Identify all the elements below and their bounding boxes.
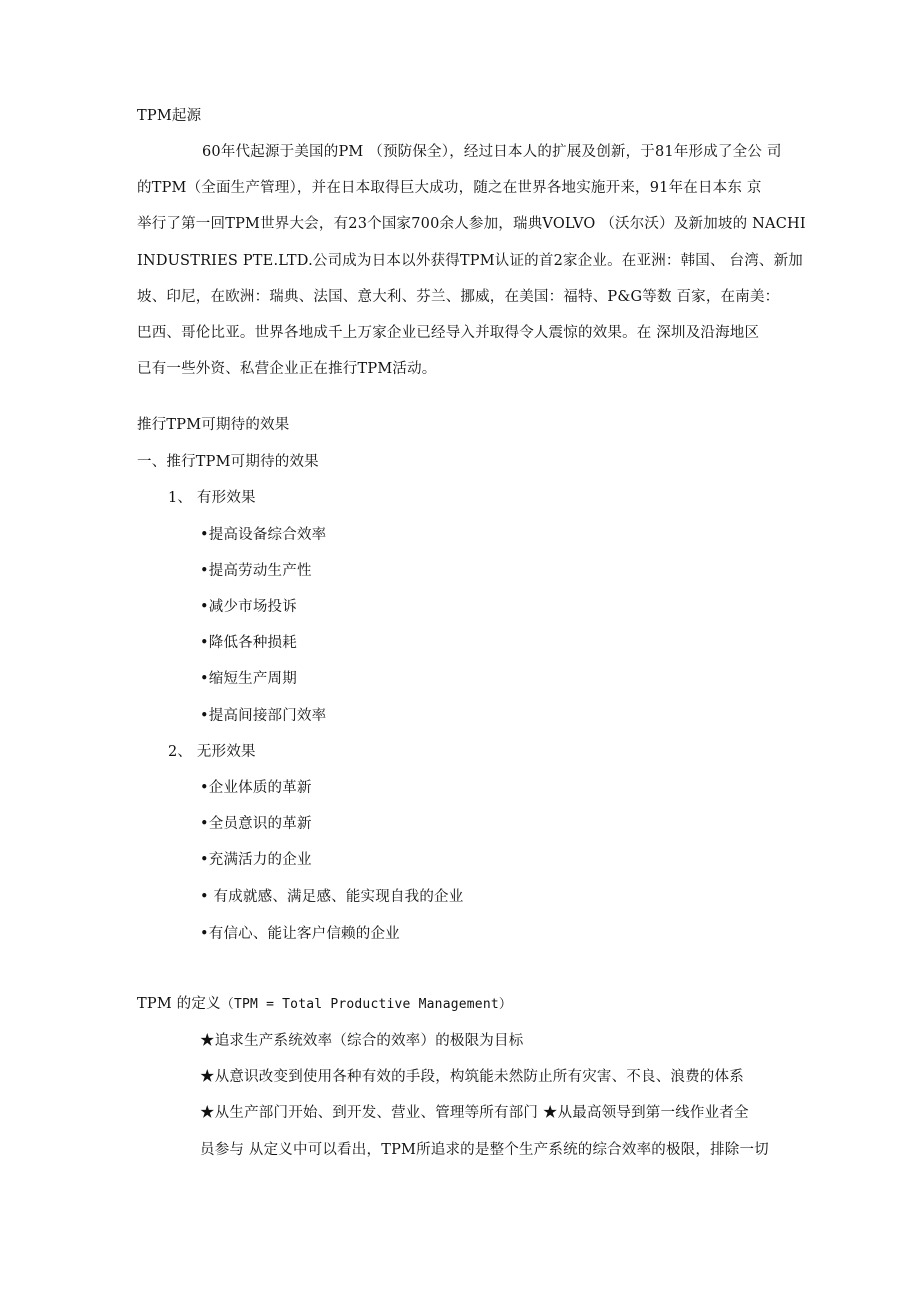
paragraph-line: 举行了第一回TPM世界大会，有23个国家700余人参加，瑞典VOLVO （沃尔沃）及新加坡的 NACHI bbox=[137, 216, 806, 232]
list-item: •提高劳动生产性 bbox=[200, 563, 312, 579]
definition-line: ★追求生产系统效率（综合的效率）的极限为目标 bbox=[200, 1033, 524, 1049]
list-item: •有信心、能让客户信赖的企业 bbox=[200, 926, 400, 942]
paragraph-line: 的TPM（全面生产管理），并在日本取得巨大成功，随之在世界各地实施开来，91年在日本东 京 bbox=[137, 180, 762, 196]
paragraph-line: INDUSTRIES PTE.LTD.公司成为日本以外获得TPM认证的首2家企业。在亚洲：韩国、 台湾、新加 bbox=[137, 253, 804, 269]
paragraph-line: 巴西、哥伦比亚。世界各地成千上万家企业已经导入并取得令人震惊的效果。在 深圳及沿海地区 bbox=[137, 325, 760, 341]
intangible-effects-label: 2、 无形效果 bbox=[168, 744, 256, 760]
list-item: •降低各种损耗 bbox=[200, 635, 297, 651]
definition-line: ★从意识改变到使用各种有效的手段，构筑能未然防止所有灾害、不良、浪费的体系 bbox=[200, 1069, 744, 1085]
list-item: •缩短生产周期 bbox=[200, 671, 297, 687]
section-title-tpm-origin: TPM起源 bbox=[137, 108, 202, 124]
paragraph-line: 已有一些外资、私营企业正在推行TPM活动。 bbox=[137, 361, 437, 377]
list-item: •减少市场投诉 bbox=[200, 599, 297, 615]
subsection-title: 一、推行TPM可期待的效果 bbox=[137, 454, 319, 470]
paragraph-line: 60年代起源于美国的PM （预防保全），经过日本人的扩展及创新，于81年形成了全公 司 bbox=[202, 144, 782, 160]
section-title-expected-effects: 推行TPM可期待的效果 bbox=[137, 417, 290, 433]
tangible-effects-label: 1、 有形效果 bbox=[168, 490, 256, 506]
list-item: •提高间接部门效率 bbox=[200, 708, 327, 724]
section-title-tpm-definition bbox=[137, 995, 512, 1014]
definition-line: 员参与 从定义中可以看出，TPM所追求的是整个生产系统的综合效率的极限，排除一切 bbox=[200, 1142, 769, 1158]
definition-title-prefix: TPM 的定义 bbox=[137, 996, 221, 1012]
definition-line: ★从生产部门开始、到开发、营业、管理等所有部门 ★从最高领导到第一线作业者全 bbox=[200, 1105, 749, 1121]
list-item: •提高设备综合效率 bbox=[200, 527, 327, 543]
list-item: •企业体质的革新 bbox=[200, 780, 312, 796]
list-item: • 有成就感、满足感、能实现自我的企业 bbox=[200, 889, 464, 905]
list-item: •全员意识的革新 bbox=[200, 816, 312, 832]
paragraph-line: 坡、印尼，在欧洲：瑞典、法国、意大利、芬兰、挪威，在美国：福特、P&G等数 百家，在南美： bbox=[137, 289, 780, 305]
list-item: •充满活力的企业 bbox=[200, 852, 312, 868]
definition-title-english: （TPM = Total Productive Management） bbox=[220, 997, 513, 1012]
